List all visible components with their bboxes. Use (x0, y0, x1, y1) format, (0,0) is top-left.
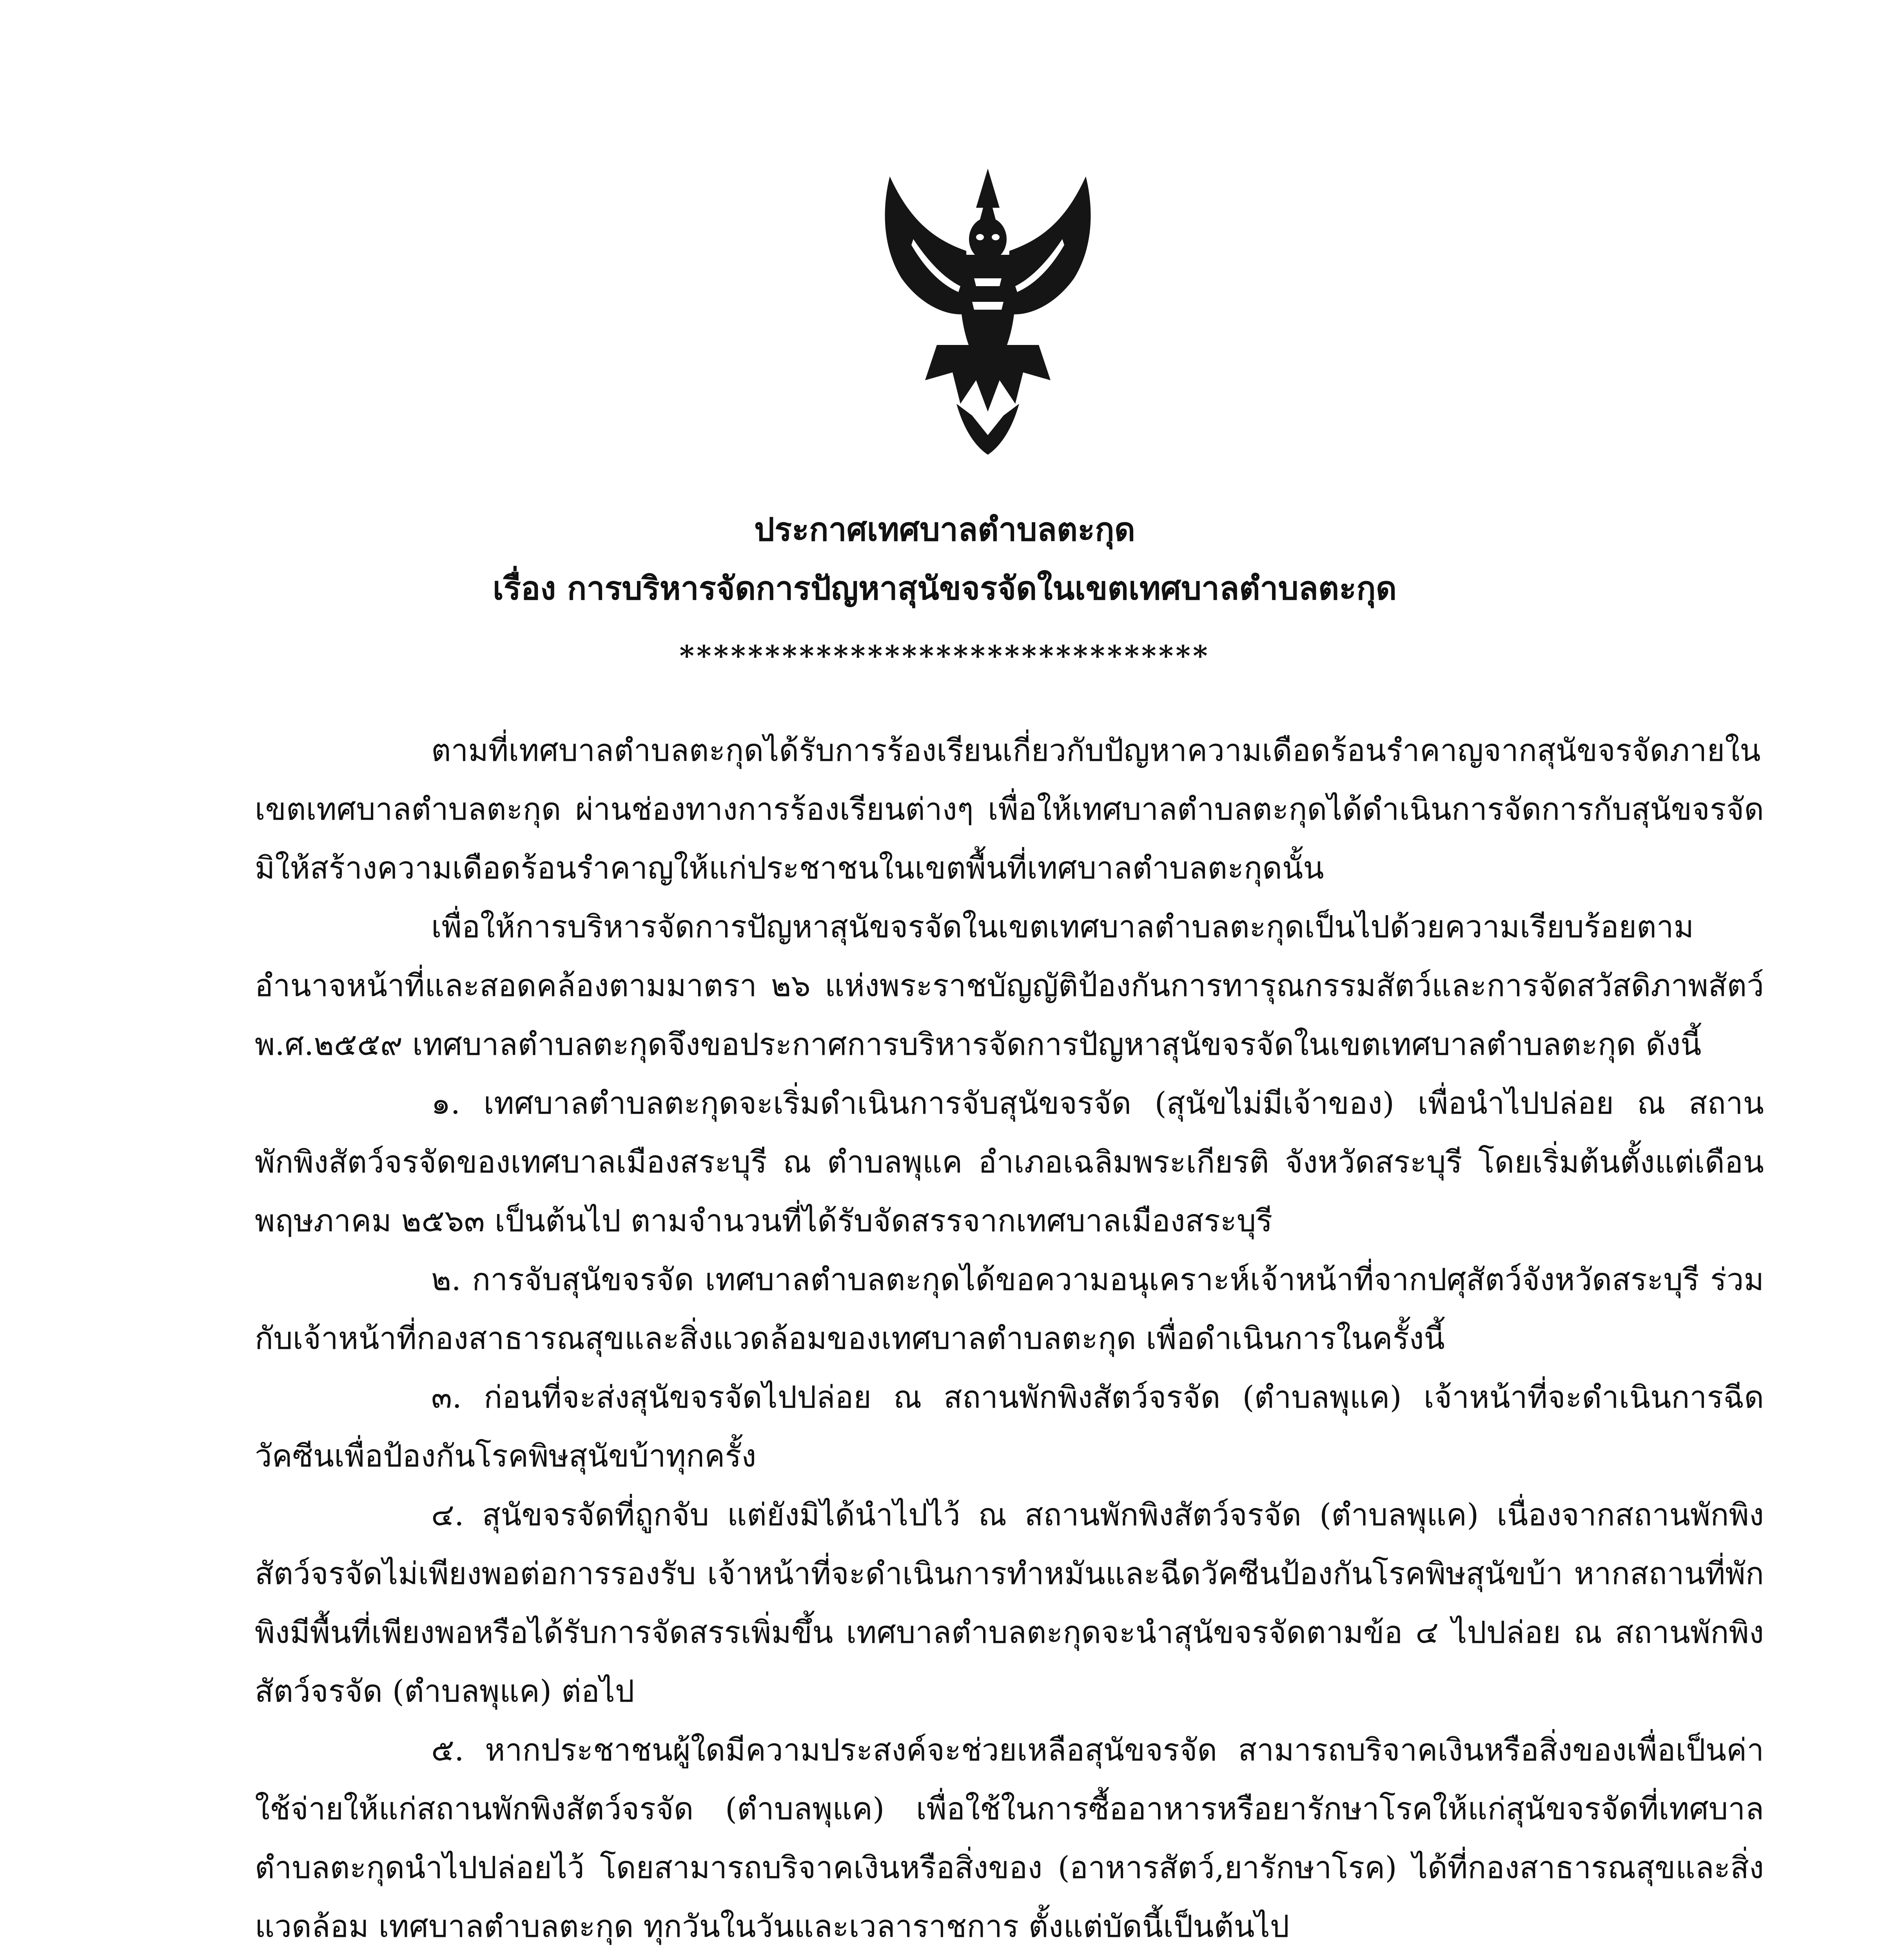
announcement-subject: เรื่อง การบริหารจัดการปัญหาสุนัขจรจัดในเขตเทศบาลตำบลตะกุด (492, 570, 1397, 607)
announcement-body (255, 721, 1764, 1956)
body-item-1: ๑. เทศบาลตำบลตะกุดจะเริ่มดำเนินการจับสุนัขจรจัด (สุนัขไม่มีเจ้าของ) เพื่อนำไปปล่อย ณ สถานพักพิงสัตว์จรจัดของเทศบาลเมืองสระบุรี ณ ตำบลพุแค อำเภอเฉลิมพระเกียรติ จังหวัดสระบุรี โดยเริ่มต้นตั้งแต่เดือนพฤษภาคม ๒๕๖๓ เป็นต้นไป ตามจำนวนที่ได้รับจัดสรรจากเทศบาลเมืองสระบุรี (255, 1086, 1764, 1239)
body-paragraph: ตามที่เทศบาลตำบลตะกุดได้รับการร้องเรียนเกี่ยวกับปัญหาความเดือดร้อนรำคาญจากสุนัขจรจัดภายในเขตเทศบาลตำบลตะกุด ผ่านช่องทางการร้องเรียนต่างๆ เพื่อให้เทศบาลตำบลตะกุดได้ดำเนินการจัดการกับสุนัขจรจัดมิให้สร้างความเดือดร้อนรำคาญให้แก่ประชาชนในเขตพื้นที่เทศบาลตำบลตะกุดนั้น (255, 733, 1764, 886)
body-item-4: ๔. สุนัขจรจัดที่ถูกจับ แต่ยังมิได้นำไปไว้ ณ สถานพักพิงสัตว์จรจัด (ตำบลพุแค) เนื่องจากสถานพักพิงสัตว์จรจัดไม่เพียงพอต่อการรองรับ เจ้าหน้าที่จะดำเนินการทำหมันและฉีดวัคซีนป้องกันโรคพิษสุนัขบ้า หากสถานที่พักพิงมีพื้นที่เพียงพอหรือได้รับการจัดสรรเพิ่มขึ้น เทศบาลตำบลตะกุดจะนำสุนัขจรจัดตามข้อ ๔ ไปปล่อย ณ สถานพักพิงสัตว์จรจัด (ตำบลพุแค) ต่อไป (255, 1497, 1764, 1709)
garuda-emblem-icon (866, 161, 1109, 459)
separator-line: ******************************* (679, 639, 1210, 672)
body-item-2: ๒. การจับสุนัขจรจัด เทศบาลตำบลตะกุดได้ขอความอนุเคราะห์เจ้าหน้าที่จากปศุสัตว์จังหวัดสระบุรี ร่วมกับเจ้าหน้าที่กองสาธารณสุขและสิ่งแวดล้อมของเทศบาลตำบลตะกุด เพื่อดำเนินการในครั้งนี้ (255, 1262, 1764, 1356)
body-item-3: ๓. ก่อนที่จะส่งสุนัขจรจัดไปปล่อย ณ สถานพักพิงสัตว์จรจัด (ตำบลพุแค) เจ้าหน้าที่จะดำเนินการฉีดวัคซีนเพื่อป้องกันโรคพิษสุนัขบ้าทุกครั้ง (255, 1380, 1764, 1474)
body-paragraph: เพื่อให้การบริหารจัดการปัญหาสุนัขจรจัดในเขตเทศบาลตำบลตะกุดเป็นไปด้วยความเรียบร้อยตามอำนาจหน้าที่และสอดคล้องตามมาตรา ๒๖ แห่งพระราชบัญญัติป้องกันการทารุณกรรมสัตว์และการจัดสวัสดิภาพสัตว์ พ.ศ.๒๕๕๙ เทศบาลตำบลตะกุดจึงขอประกาศการบริหารจัดการปัญหาสุนัขจรจัดในเขตเทศบาลตำบลตะกุด ดังนี้ (255, 909, 1764, 1062)
announcement-title: ประกาศเทศบาลตำบลตะกุด (754, 511, 1136, 548)
body-item-5: ๕. หากประชาชนผู้ใดมีความประสงค์จะช่วยเหลือสุนัขจรจัด สามารถบริจาคเงินหรือสิ่งของเพื่อเป็นค่าใช้จ่ายให้แก่สถานพักพิงสัตว์จรจัด (ตำบลพุแค) เพื่อใช้ในการซื้ออาหารหรือยารักษาโรคให้แก่สุนัขจรจัดที่เทศบาลตำบลตะกุดนำไปปล่อยไว้ โดยสามารถบริจาคเงินหรือสิ่งของ (อาหารสัตว์,ยารักษาโรค) ได้ที่กองสาธารณสุขและสิ่งแวดล้อม เทศบาลตำบลตะกุด ทุกวันในวันและเวลาราชการ ตั้งแต่บัดนี้เป็นต้นไป (255, 1733, 1764, 1944)
